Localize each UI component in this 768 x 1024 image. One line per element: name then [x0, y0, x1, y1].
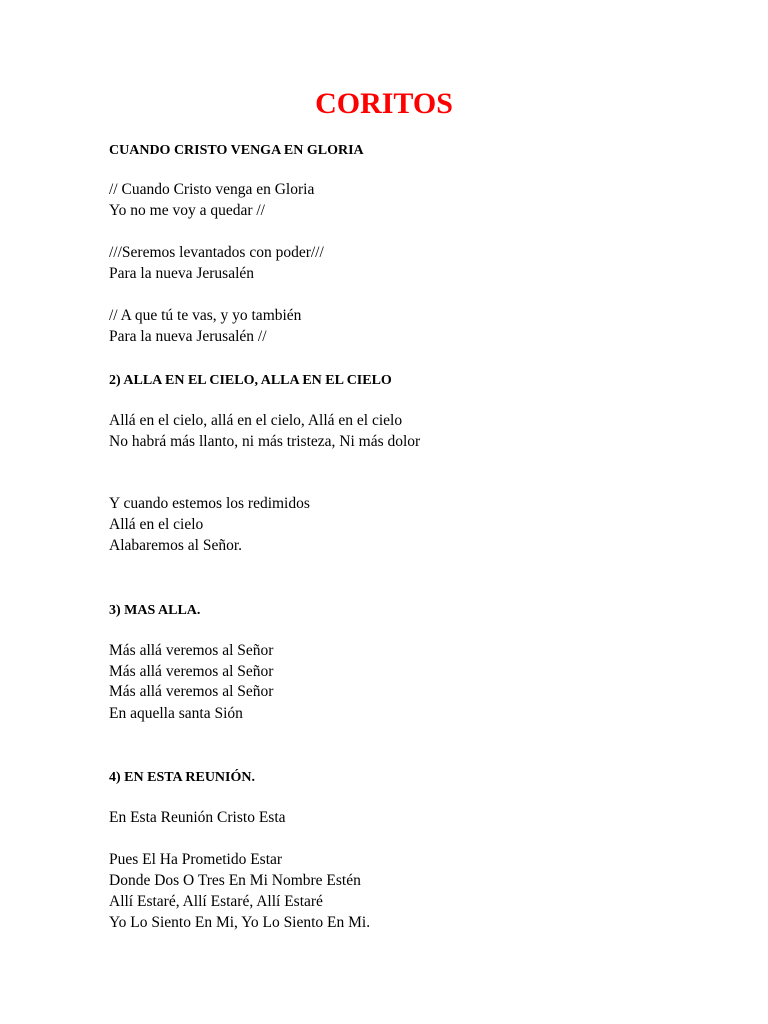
song-1-line: // A que tú te vas, y yo también: [109, 307, 302, 324]
song-2-line: No habrá más llanto, ni más tristeza, Ni más dolor: [109, 433, 421, 450]
song-2-line: Y cuando estemos los redimidos: [109, 495, 310, 512]
song-4-heading: 4) EN ESTA REUNIÓN.: [109, 770, 255, 785]
song-1-line: ///Seremos levantados con poder///: [109, 244, 324, 261]
song-4-line: Allí Estaré, Allí Estaré, Allí Estaré: [109, 893, 323, 910]
song-1-line: Yo no me voy a quedar //: [109, 202, 265, 219]
song-2-line: Alabaremos al Señor.: [109, 537, 243, 554]
song-4-line: Donde Dos O Tres En Mi Nombre Estén: [109, 872, 361, 889]
song-4-line: En Esta Reunión Cristo Esta: [109, 809, 286, 826]
song-3-line: En aquella santa Sión: [109, 705, 243, 722]
song-1-line: Para la nueva Jerusalén: [109, 265, 255, 282]
song-1-line: // Cuando Cristo venga en Gloria: [109, 181, 315, 198]
song-2-heading: 2) ALLA EN EL CIELO, ALLA EN EL CIELO: [109, 373, 392, 388]
song-3-heading: 3) MAS ALLA.: [109, 603, 201, 618]
song-1-line: Para la nueva Jerusalén //: [109, 328, 267, 345]
song-2-line: Allá en el cielo, allá en el cielo, Allá en el cielo: [109, 412, 403, 429]
document-title: CORITOS: [315, 87, 453, 120]
song-4-line: Yo Lo Siento En Mi, Yo Lo Siento En Mi.: [109, 914, 371, 931]
song-4-line: Pues El Ha Prometido Estar: [109, 851, 283, 868]
song-2-line: Allá en el cielo: [109, 516, 204, 533]
song-3-line: Más allá veremos al Señor: [109, 683, 274, 700]
song-1-heading: CUANDO CRISTO VENGA EN GLORIA: [109, 143, 364, 158]
song-3-line: Más allá veremos al Señor: [109, 663, 274, 680]
song-3-line: Más allá veremos al Señor: [109, 642, 274, 659]
